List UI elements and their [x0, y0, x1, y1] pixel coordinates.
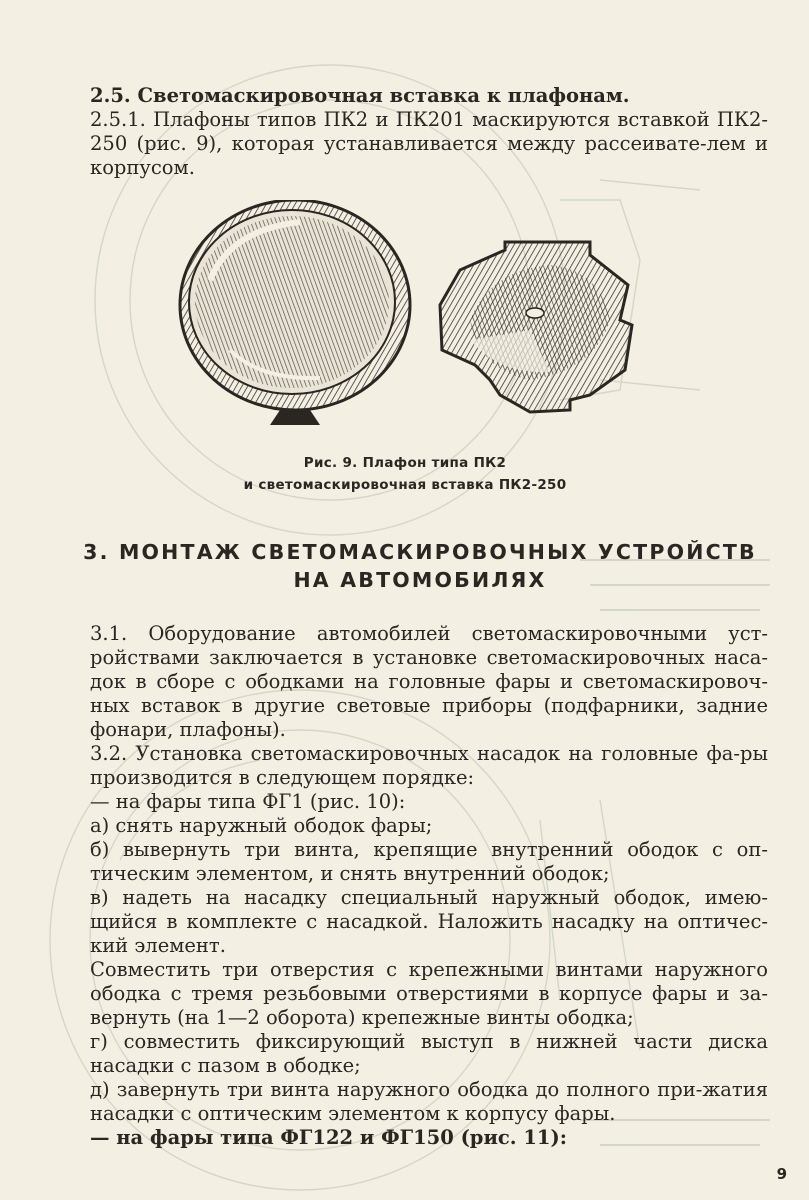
step-a: а) снять наружный ободок фары; [90, 814, 433, 837]
page-number: 9 [776, 1165, 787, 1183]
item-fg122: — на фары типа ФГ122 и ФГ150 (рис. 11): [90, 1126, 567, 1149]
section-2-5 [78, 84, 768, 180]
paragraph-3-2: 3.2. Установка светомаскировочных насадок на головные фа-ры производится в следующем порядке: [90, 742, 768, 789]
section-3-body [78, 622, 768, 1150]
step-v: в) надеть на насадку специальный наружный ободок, имею-щийся в комплекте с насадкой. Наложить насадку на оптичес-кий элемент. [90, 886, 768, 957]
figure-9-caption [180, 452, 630, 496]
section-3-heading-line2: НА АВТОМОБИЛЯХ [293, 568, 547, 592]
step-d: д) завернуть три винта наружного ободка до полного при-жатия насадки с оптическим элементом к корпусу фары. [90, 1078, 768, 1125]
lamp-shade-drawing [180, 200, 410, 425]
figure-9-caption-line1: Рис. 9. Плафон типа ПК2 [303, 455, 507, 471]
figure-9-illustration [170, 200, 640, 430]
section-2-5-title: 2.5. Светомаскировочная вставка к плафонам. [90, 84, 630, 107]
combine-instruction: Совместить три отверстия с крепежными винтами наружного ободка с тремя резьбовыми отверстиями в корпусе фары и за-вернуть (на 1—2 оборота) крепежные винты ободка; [90, 958, 768, 1029]
step-b: б) вывернуть три винта, крепящие внутренний ободок с оп-тическим элементом, и снять внутренний ободок; [90, 838, 768, 885]
section-3-heading-line1: 3. МОНТАЖ СВЕТОМАСКИРОВОЧНЫХ УСТРОЙСТВ [83, 540, 757, 564]
paragraph-3-1: 3.1. Оборудование автомобилей светомаскировочными уст-ройствами заключается в установке светомаскировочных наса-док в сборе с ободками на головные фары и светомаскировоч-ных вставок в другие световые приборы (подфарники, задние фонари, плафоны). [90, 622, 768, 741]
mask-insert-drawing [440, 242, 632, 412]
item-fg1: — на фары типа ФГ1 (рис. 10): [90, 790, 406, 813]
paragraph-2-5-1: 2.5.1. Плафоны типов ПК2 и ПК201 маскируются вставкой ПК2-250 (рис. 9), которая устанавливается между рассеивате-лем и корпусом. [90, 108, 768, 179]
section-3-heading [60, 538, 780, 594]
figure-9-caption-line2: и светомаскировочная вставка ПК2-250 [243, 477, 567, 493]
step-g: г) совместить фиксирующий выступ в нижней части диска насадки с пазом в ободке; [90, 1030, 768, 1077]
